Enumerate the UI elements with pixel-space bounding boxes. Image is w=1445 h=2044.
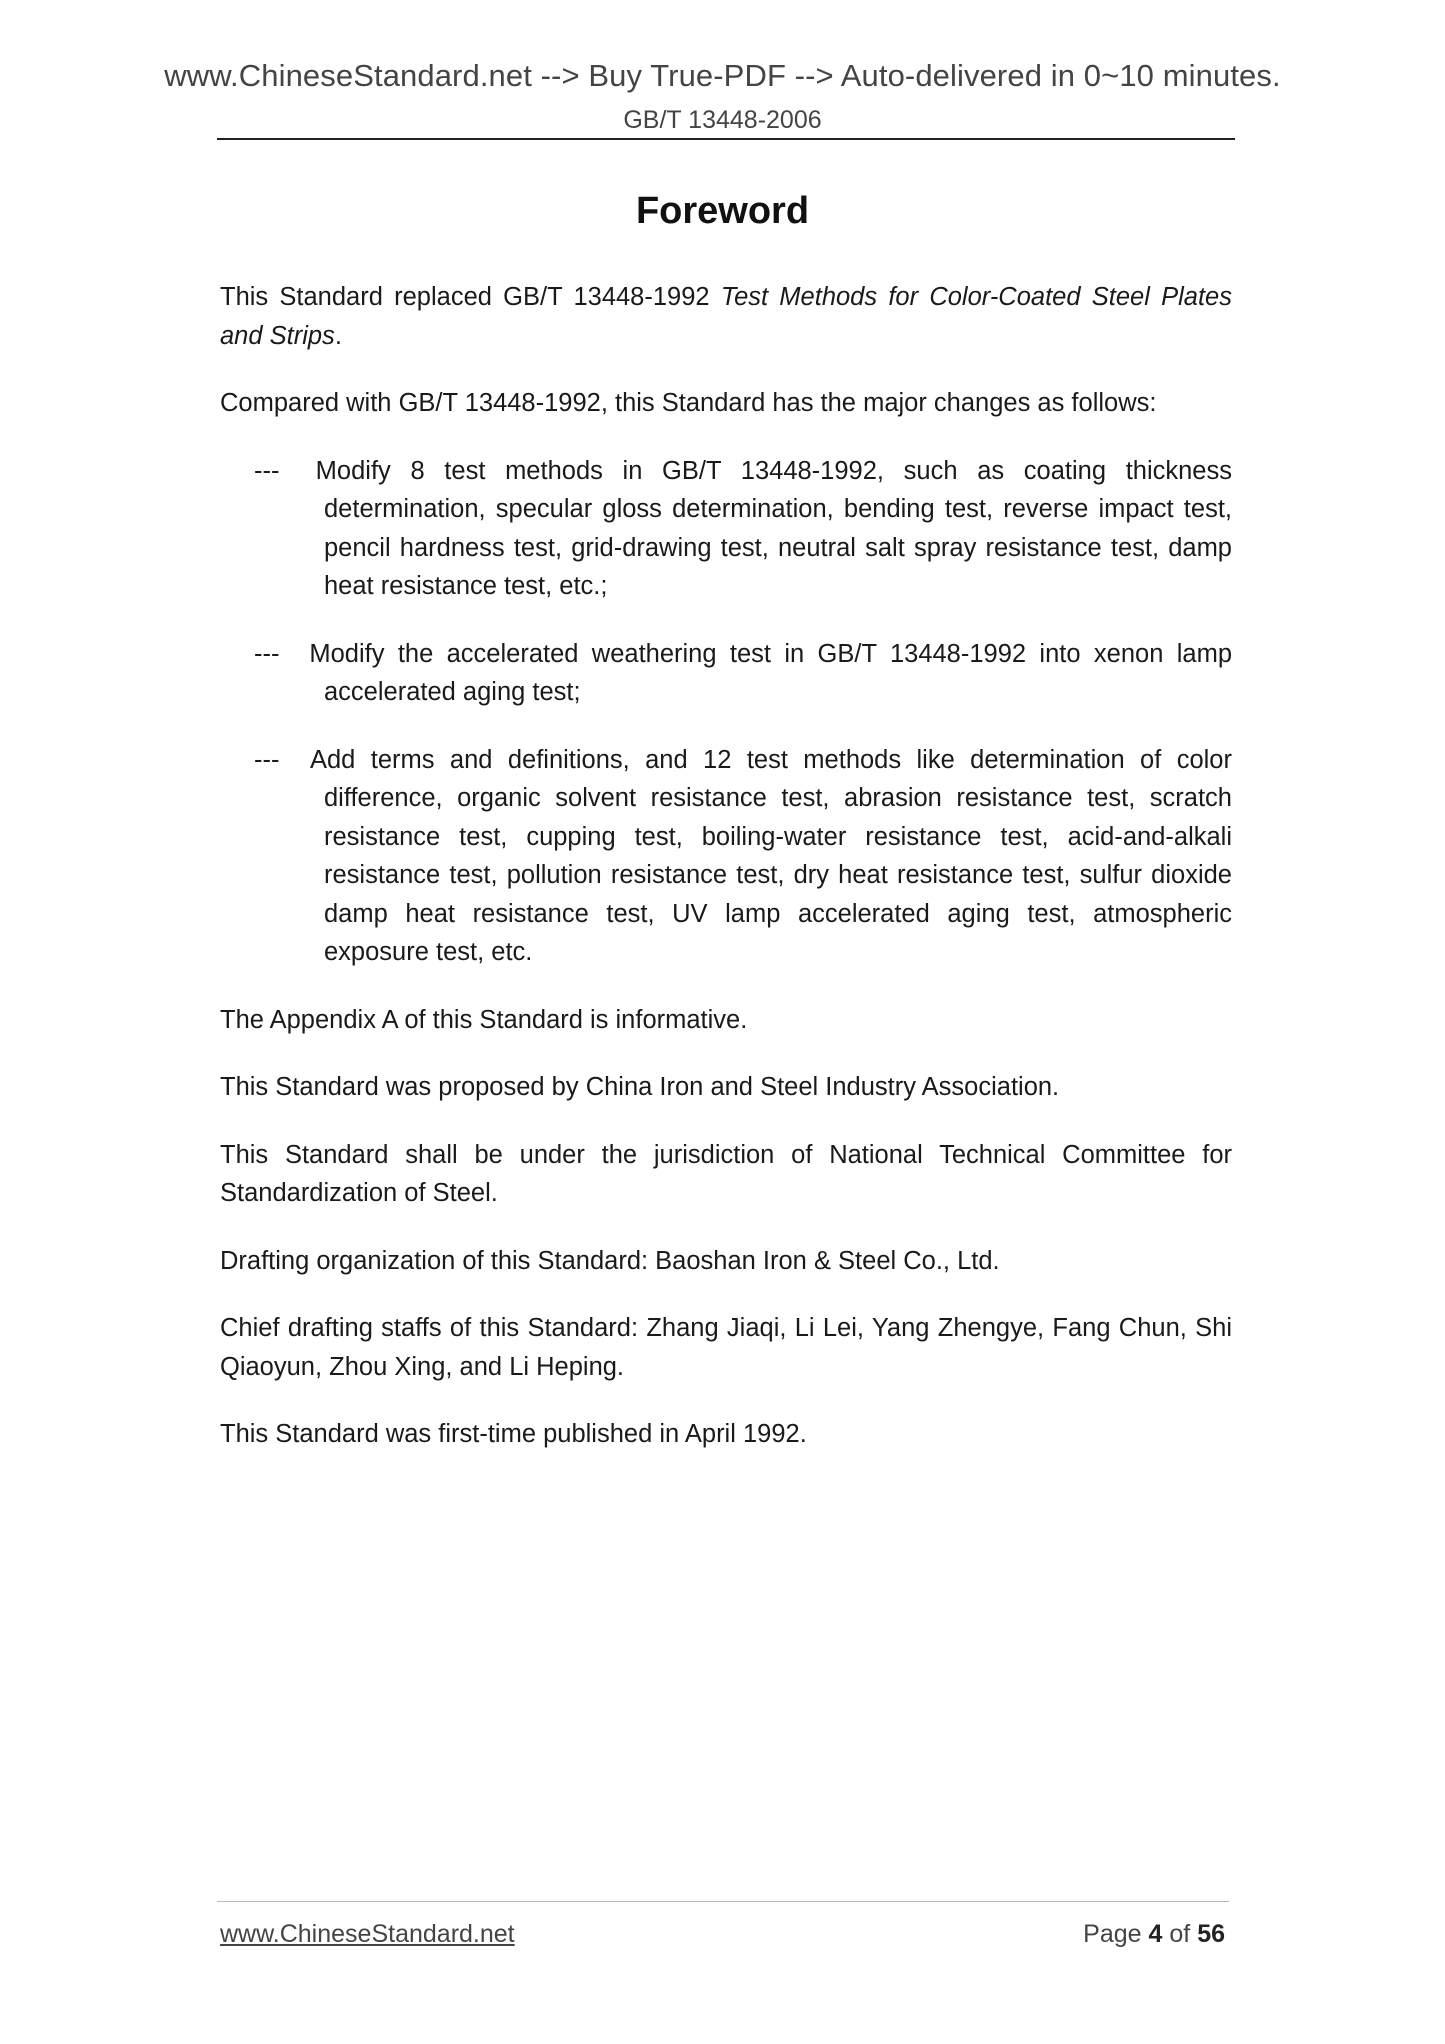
list-dash-marker: ---	[254, 745, 280, 774]
changes-list	[220, 452, 1232, 972]
change-item-1	[254, 452, 1232, 606]
drafting-organization: Drafting organization of this Standard: Baoshan Iron & Steel Co., Ltd.	[220, 1246, 1000, 1275]
page-indicator	[1083, 1920, 1225, 1949]
change-item-text: Add terms and definitions, and 12 test methods like determination of color difference, organic solvent resistance test, abrasion resistance test, scratch resistance test, cupping test, boiling-water resistance test, acid-and-alkali resistance test, pollution resistance test, dry heat resistance test, sulfur dioxide damp heat resistance test, UV lamp accelerated aging test, atmospheric exposure test, etc.	[309, 745, 1232, 966]
page-current: 4	[1148, 1920, 1163, 1948]
intro-prefix: This Standard replaced GB/T 13448-1992	[220, 283, 721, 311]
foreword-body	[220, 278, 1232, 1483]
change-item-3	[254, 741, 1232, 972]
intro-suffix: .	[334, 321, 342, 350]
page-label: Page	[1083, 1920, 1142, 1948]
change-item-text: Modify 8 test methods in GB/T 13448-1992, such as coating thickness determination, specular gloss determination, bending test, reverse impact test, pencil hardness test, grid-drawing test, neutral salt spray resistance test, damp heat resistance test, etc.;	[315, 456, 1232, 600]
change-item-text: Modify the accelerated weathering test in GB/T 13448-1992 into xenon lamp accelerated aging test;	[309, 639, 1232, 706]
first-publication-note: This Standard was first-time published in April 1992.	[220, 1420, 807, 1448]
change-item-2	[254, 635, 1232, 712]
intro-paragraph	[220, 278, 1232, 355]
changes-lead: Compared with GB/T 13448-1992, this Standard has the major changes as follows:	[220, 389, 1157, 417]
page-total: 56	[1197, 1920, 1225, 1948]
proposer-note: This Standard was proposed by China Iron and Steel Industry Association.	[220, 1073, 1060, 1101]
page-title: Foreword	[635, 190, 810, 232]
standard-code: GB/T 13448-2006	[623, 106, 822, 134]
top-banner[interactable]: www.ChineseStandard.net --> Buy True-PDF --> Auto-delivered in 0~10 minutes.	[164, 58, 1281, 93]
drafting-staff: Chief drafting staffs of this Standard: Zhang Jiaqi, Li Lei, Yang Zhengye, Fang Chun, Shi Qiaoyun, Zhou Xing, and Li Heping.	[220, 1314, 1232, 1381]
intro-italic-title: Test Methods for Color-Coated Steel Plates and Strips	[220, 283, 1232, 350]
jurisdiction-note: This Standard shall be under the jurisdiction of National Technical Committee for Standardization of Steel.	[220, 1140, 1232, 1207]
list-dash-marker: ---	[254, 639, 280, 668]
list-dash-marker: ---	[254, 456, 280, 485]
footer-website-link[interactable]: www.ChineseStandard.net	[220, 1920, 515, 1948]
appendix-note: The Appendix A of this Standard is informative.	[220, 1005, 748, 1034]
footer-divider	[217, 1901, 1229, 1902]
page-of: of	[1169, 1920, 1191, 1948]
header-divider	[217, 138, 1235, 140]
